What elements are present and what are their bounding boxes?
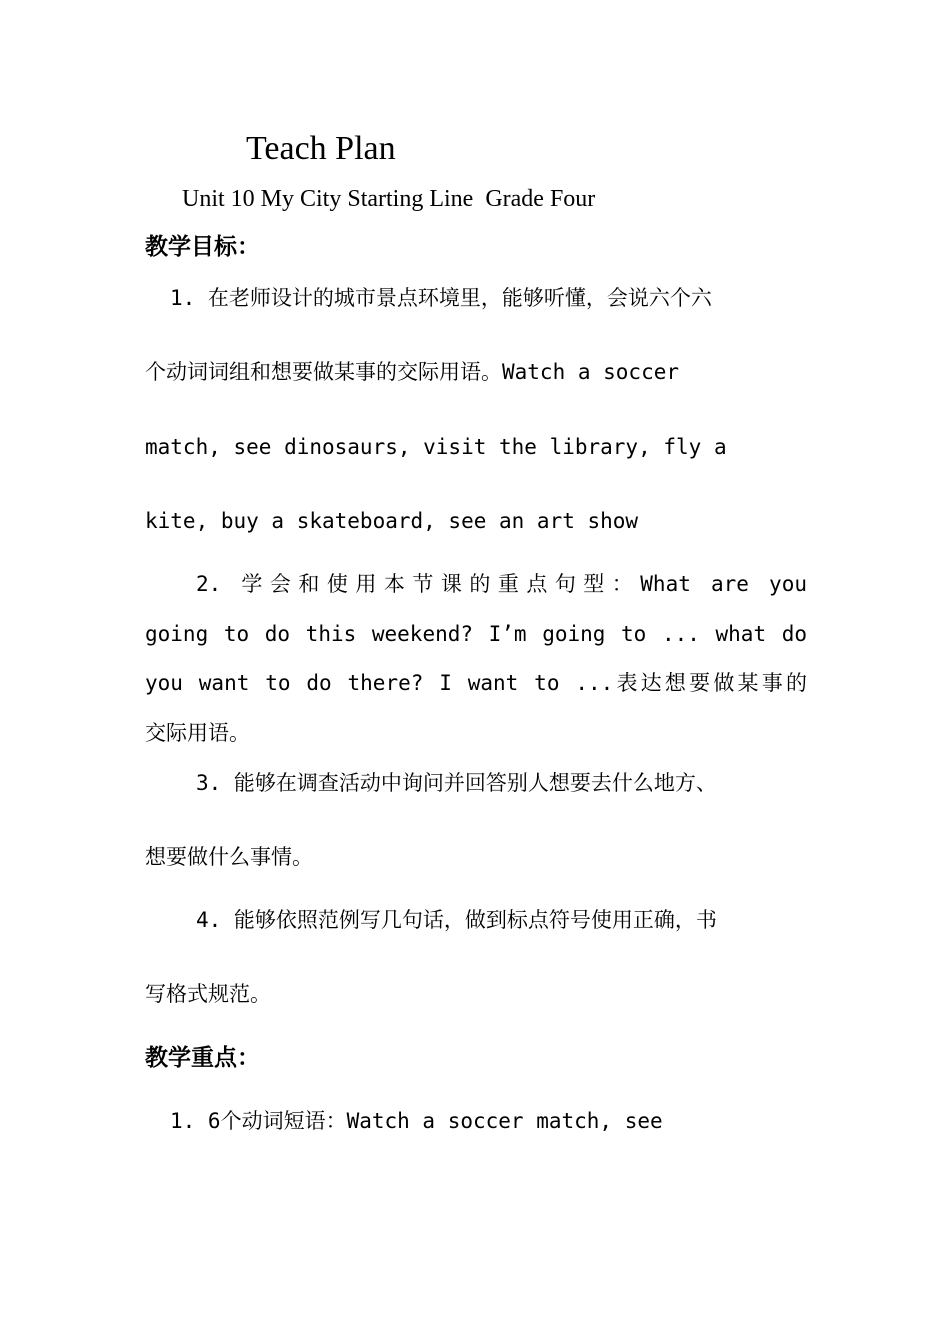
objective-2-line-4: 交际用语。	[145, 721, 250, 745]
objective-2-line-3: you want to do there? I want to ...表达想要做某事的	[145, 671, 807, 695]
objective-3-line-2: 想要做什么事情。	[145, 845, 313, 869]
document-subtitle: Unit 10 My City Starting Line Grade Four	[182, 186, 596, 212]
document-title: Teach Plan	[246, 130, 396, 167]
section-heading-key-points: 教学重点：	[145, 1045, 260, 1071]
objective-1-line-2: 个动词词组和想要做某事的交际用语。Watch a soccer	[145, 360, 680, 384]
objective-4-line-1: 4. 能够依照范例写几句话，做到标点符号使用正确，书	[196, 908, 717, 932]
objective-4-line-2: 写格式规范。	[145, 982, 271, 1006]
key-point-1-line-1: 1. 6个动词短语：Watch a soccer match, see	[170, 1109, 663, 1133]
section-heading-objectives: 教学目标：	[145, 234, 260, 260]
objective-1-line-4: kite, buy a skateboard, see an art show	[145, 509, 639, 533]
objective-2-line-1: 2. 学会和使用本节课的重点句型：What are you	[196, 572, 807, 596]
objective-1-line-1: 1. 在老师设计的城市景点环境里，能够听懂，会说六个六	[170, 286, 712, 310]
objective-1-line-3: match, see dinosaurs, visit the library, fly a	[145, 435, 727, 459]
objective-3-line-1: 3. 能够在调查活动中询问并回答别人想要去什么地方、	[196, 771, 717, 795]
objective-2-line-2: going to do this weekend? I’m going to ... what do	[145, 622, 807, 646]
